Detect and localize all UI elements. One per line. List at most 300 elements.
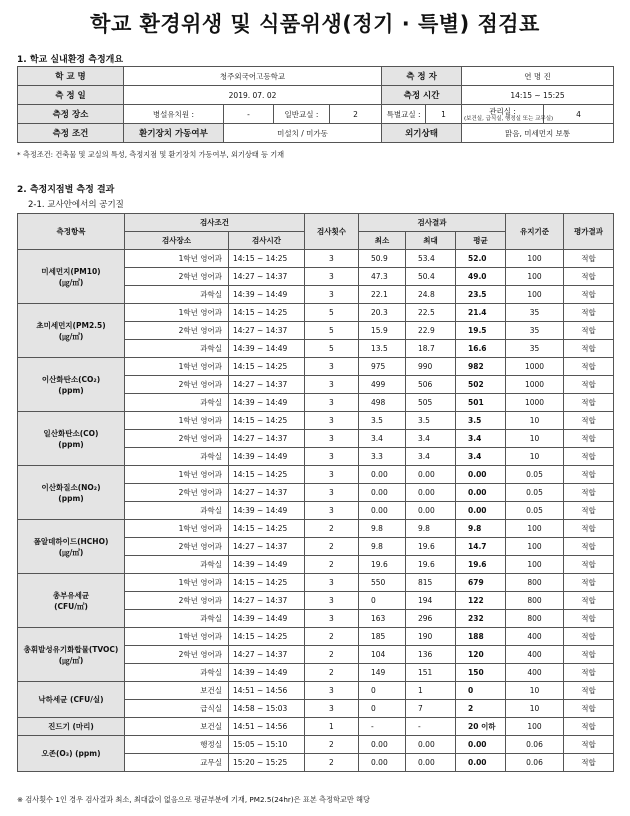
inspection-time-cell: 14:27 ~ 14:37 xyxy=(229,646,305,664)
section1-heading: 1. 학교 실내환경 측정개요 xyxy=(17,55,124,65)
result-avg-cell: 0.00 xyxy=(456,736,506,754)
inspection-count-cell: 3 xyxy=(305,394,359,412)
measure-item-cell xyxy=(18,250,125,304)
evaluation-cell: 적합 xyxy=(564,718,614,736)
result-max-cell: 18.7 xyxy=(406,340,456,358)
inspection-count-cell: 3 xyxy=(305,610,359,628)
standard-cell: 400 xyxy=(506,646,564,664)
measure-item-cell xyxy=(18,628,125,682)
result-min-cell: 47.3 xyxy=(359,268,406,286)
result-avg-cell: 14.7 xyxy=(456,538,506,556)
result-avg-cell: 679 xyxy=(456,574,506,592)
result-min-cell: 9.8 xyxy=(359,538,406,556)
measure-item-name: 이산화질소(NO₂) xyxy=(41,482,101,492)
inspection-time-cell: 15:20 ~ 15:25 xyxy=(229,754,305,772)
result-max-cell: 9.8 xyxy=(406,520,456,538)
measure-item-cell xyxy=(18,520,125,574)
measure-item-name: 미세먼지(PM10) xyxy=(41,266,101,276)
standard-cell: 100 xyxy=(506,268,564,286)
inspection-place-cell: 과학실 xyxy=(125,340,229,358)
table-row xyxy=(18,520,614,538)
standard-cell: 400 xyxy=(506,628,564,646)
inspection-place-cell: 2학년 영어과 xyxy=(125,376,229,394)
inspection-time-cell: 14:39 ~ 14:49 xyxy=(229,502,305,520)
standard-cell: 400 xyxy=(506,664,564,682)
inspection-place-cell: 과학실 xyxy=(125,610,229,628)
result-min-cell: 0.00 xyxy=(359,754,406,772)
standard-cell: 10 xyxy=(506,448,564,466)
result-min-cell: 15.9 xyxy=(359,322,406,340)
inspection-time-cell: 14:27 ~ 14:37 xyxy=(229,538,305,556)
header-min: 최소 xyxy=(359,232,406,250)
evaluation-cell: 적합 xyxy=(564,628,614,646)
standard-cell: 35 xyxy=(506,340,564,358)
inspection-place-cell: 과학실 xyxy=(125,664,229,682)
evaluation-cell: 적합 xyxy=(564,304,614,322)
inspection-place-cell: 1학년 영어과 xyxy=(125,412,229,430)
result-max-cell: 194 xyxy=(406,592,456,610)
inspection-count-cell: 5 xyxy=(305,340,359,358)
kinder-label: 병설유치원 : xyxy=(124,105,224,124)
table-row xyxy=(18,358,614,376)
result-max-cell: 0.00 xyxy=(406,484,456,502)
inspection-place-cell: 1학년 영어과 xyxy=(125,304,229,322)
inspection-place-cell: 과학실 xyxy=(125,556,229,574)
special-label: 특별교실 : xyxy=(382,105,426,124)
mgmt-value: 4 xyxy=(544,105,614,124)
standard-cell: 100 xyxy=(506,520,564,538)
header-eval: 평가결과 xyxy=(564,214,614,250)
standard-cell: 0.05 xyxy=(506,484,564,502)
mgmt-label-cell xyxy=(462,105,554,124)
result-avg-cell: 150 xyxy=(456,664,506,682)
inspection-place-cell: 1학년 영어과 xyxy=(125,358,229,376)
table-row xyxy=(18,736,614,754)
result-max-cell: 506 xyxy=(406,376,456,394)
result-avg-cell: 16.6 xyxy=(456,340,506,358)
measure-item-cell xyxy=(18,412,125,466)
measure-item-name: 일산화탄소(CO) xyxy=(43,428,99,438)
air-quality-body xyxy=(18,250,614,772)
result-min-cell: - xyxy=(359,718,406,736)
standard-cell: 100 xyxy=(506,286,564,304)
school-value: 청주외국어고등학교 xyxy=(124,67,382,86)
inspection-time-cell: 14:39 ~ 14:49 xyxy=(229,286,305,304)
result-avg-cell: 982 xyxy=(456,358,506,376)
section2-heading: 2. 측정지점별 측정 결과 xyxy=(17,185,115,195)
table-row xyxy=(18,718,614,736)
evaluation-cell: 적합 xyxy=(564,610,614,628)
inspection-count-cell: 3 xyxy=(305,466,359,484)
result-min-cell: 499 xyxy=(359,376,406,394)
result-max-cell: 815 xyxy=(406,574,456,592)
section2-subheading: 2-1. 교사안에서의 공기질 xyxy=(28,200,124,210)
evaluation-cell: 적합 xyxy=(564,466,614,484)
result-max-cell: 24.8 xyxy=(406,286,456,304)
inspection-place-cell: 1학년 영어과 xyxy=(125,574,229,592)
table-row xyxy=(18,682,614,700)
inspection-time-cell: 14:39 ~ 14:49 xyxy=(229,610,305,628)
standard-cell: 10 xyxy=(506,682,564,700)
result-max-cell: 505 xyxy=(406,394,456,412)
inspection-count-cell: 3 xyxy=(305,484,359,502)
result-avg-cell: 20 이하 xyxy=(456,718,506,736)
result-max-cell: 151 xyxy=(406,664,456,682)
evaluation-cell: 적합 xyxy=(564,538,614,556)
evaluation-cell: 적합 xyxy=(564,268,614,286)
inspection-count-cell: 2 xyxy=(305,646,359,664)
inspection-time-cell: 14:15 ~ 14:25 xyxy=(229,628,305,646)
inspection-place-cell: 2학년 영어과 xyxy=(125,592,229,610)
general-value: 2 xyxy=(330,105,382,124)
result-max-cell: 19.6 xyxy=(406,538,456,556)
result-avg-cell: 19.6 xyxy=(456,556,506,574)
inspection-count-cell: 3 xyxy=(305,250,359,268)
measurer-value: 연 명 진 xyxy=(462,67,614,86)
weather-label: 외기상태 xyxy=(382,124,462,143)
standard-cell: 10 xyxy=(506,430,564,448)
table-row xyxy=(18,466,614,484)
evaluation-cell: 적합 xyxy=(564,430,614,448)
result-max-cell: 190 xyxy=(406,628,456,646)
inspection-time-cell: 14:15 ~ 14:25 xyxy=(229,304,305,322)
result-avg-cell: 232 xyxy=(456,610,506,628)
result-max-cell: 0.00 xyxy=(406,736,456,754)
date-label: 측 정 일 xyxy=(18,86,124,105)
result-min-cell: 22.1 xyxy=(359,286,406,304)
measure-item-name: 낙하세균 (CFU/실) xyxy=(38,695,104,704)
time-label: 측정 시간 xyxy=(382,86,462,105)
standard-cell: 0.05 xyxy=(506,502,564,520)
inspection-place-cell: 행정실 xyxy=(125,736,229,754)
result-avg-cell: 0.00 xyxy=(456,754,506,772)
inspection-place-cell: 교무실 xyxy=(125,754,229,772)
result-min-cell: 50.9 xyxy=(359,250,406,268)
footnote: ※ 검사횟수 1인 경우 검사결과 최소, 최대값이 없음으로 평균부분에 기재, PM2.5(24hr)은 표본 측정학교만 해당 xyxy=(17,795,370,804)
result-min-cell: 9.8 xyxy=(359,520,406,538)
standard-cell: 100 xyxy=(506,250,564,268)
result-min-cell: 0 xyxy=(359,700,406,718)
result-avg-cell: 0.00 xyxy=(456,484,506,502)
inspection-time-cell: 14:15 ~ 14:25 xyxy=(229,358,305,376)
standard-cell: 1000 xyxy=(506,376,564,394)
result-min-cell: 0.00 xyxy=(359,736,406,754)
standard-cell: 0.06 xyxy=(506,754,564,772)
result-avg-cell: 501 xyxy=(456,394,506,412)
measure-item-name: 초미세먼지(PM2.5) xyxy=(36,320,106,330)
result-max-cell: 296 xyxy=(406,610,456,628)
measure-item-cell xyxy=(18,682,125,718)
result-avg-cell: 502 xyxy=(456,376,506,394)
inspection-count-cell: 3 xyxy=(305,286,359,304)
result-max-cell: 22.9 xyxy=(406,322,456,340)
result-min-cell: 0.00 xyxy=(359,484,406,502)
table-row xyxy=(18,628,614,646)
evaluation-cell: 적합 xyxy=(564,682,614,700)
result-avg-cell: 2 xyxy=(456,700,506,718)
result-max-cell: 3.4 xyxy=(406,430,456,448)
result-max-cell: 7 xyxy=(406,700,456,718)
inspection-place-cell: 1학년 영어과 xyxy=(125,250,229,268)
result-max-cell: 136 xyxy=(406,646,456,664)
inspection-place-cell: 1학년 영어과 xyxy=(125,520,229,538)
standard-cell: 35 xyxy=(506,322,564,340)
page-title: 학교 환경위생 및 식품위생(정기 · 특별) 점검표 xyxy=(90,12,540,36)
measurer-label: 측 정 자 xyxy=(382,67,462,86)
measure-item-unit: (㎍/㎥) xyxy=(58,655,84,665)
inspection-place-cell: 2학년 영어과 xyxy=(125,268,229,286)
inspection-count-cell: 2 xyxy=(305,556,359,574)
inspection-count-cell: 3 xyxy=(305,574,359,592)
evaluation-cell: 적합 xyxy=(564,754,614,772)
inspection-count-cell: 2 xyxy=(305,628,359,646)
result-avg-cell: 21.4 xyxy=(456,304,506,322)
result-max-cell: 22.5 xyxy=(406,304,456,322)
table-row xyxy=(18,304,614,322)
result-max-cell: 3.5 xyxy=(406,412,456,430)
school-label: 학 교 명 xyxy=(18,67,124,86)
evaluation-cell: 적합 xyxy=(564,502,614,520)
inspection-time-cell: 14:27 ~ 14:37 xyxy=(229,592,305,610)
inspection-time-cell: 14:39 ~ 14:49 xyxy=(229,556,305,574)
inspection-place-cell: 1학년 영어과 xyxy=(125,466,229,484)
inspection-place-cell: 과학실 xyxy=(125,286,229,304)
measure-item-unit: (ppm) xyxy=(58,439,84,449)
evaluation-cell: 적합 xyxy=(564,322,614,340)
evaluation-cell: 적합 xyxy=(564,736,614,754)
header-std: 유지기준 xyxy=(506,214,564,250)
result-avg-cell: 23.5 xyxy=(456,286,506,304)
result-avg-cell: 52.0 xyxy=(456,250,506,268)
measure-item-cell xyxy=(18,718,125,736)
overview-table xyxy=(17,66,614,143)
vent-value: 미설치 / 미가동 xyxy=(224,124,382,143)
result-avg-cell: 49.0 xyxy=(456,268,506,286)
evaluation-cell: 적합 xyxy=(564,412,614,430)
result-avg-cell: 19.5 xyxy=(456,322,506,340)
inspection-place-cell: 보건실 xyxy=(125,718,229,736)
inspection-place-cell: 2학년 영어과 xyxy=(125,484,229,502)
inspection-count-cell: 2 xyxy=(305,520,359,538)
vent-label: 환기장치 가동여부 xyxy=(124,124,224,143)
standard-cell: 1000 xyxy=(506,394,564,412)
result-min-cell: 975 xyxy=(359,358,406,376)
result-max-cell: 0.00 xyxy=(406,466,456,484)
inspection-place-cell: 과학실 xyxy=(125,502,229,520)
inspection-time-cell: 14:51 ~ 14:56 xyxy=(229,682,305,700)
standard-cell: 800 xyxy=(506,574,564,592)
evaluation-cell: 적합 xyxy=(564,286,614,304)
special-value: 1 xyxy=(426,105,462,124)
table-row xyxy=(18,412,614,430)
inspection-time-cell: 14:39 ~ 14:49 xyxy=(229,340,305,358)
mgmt-label: 관리실 : xyxy=(489,106,516,116)
header-count: 검사횟수 xyxy=(305,214,359,250)
measure-item-unit: (㎍/㎥) xyxy=(58,331,84,341)
measure-item-cell xyxy=(18,358,125,412)
result-avg-cell: 3.4 xyxy=(456,448,506,466)
inspection-time-cell: 14:27 ~ 14:37 xyxy=(229,484,305,502)
result-max-cell: 1 xyxy=(406,682,456,700)
header-item: 측정항목 xyxy=(18,214,125,250)
header-place: 검사장소 xyxy=(125,232,229,250)
inspection-time-cell: 14:15 ~ 14:25 xyxy=(229,250,305,268)
evaluation-cell: 적합 xyxy=(564,448,614,466)
inspection-time-cell: 14:15 ~ 14:25 xyxy=(229,466,305,484)
header-result: 검사결과 xyxy=(359,214,506,232)
result-avg-cell: 122 xyxy=(456,592,506,610)
standard-cell: 1000 xyxy=(506,358,564,376)
measure-item-cell xyxy=(18,736,125,772)
inspection-place-cell: 2학년 영어과 xyxy=(125,646,229,664)
inspection-count-cell: 3 xyxy=(305,682,359,700)
measure-item-unit: (㎍/㎥) xyxy=(58,547,84,557)
inspection-time-cell: 14:51 ~ 14:56 xyxy=(229,718,305,736)
inspection-count-cell: 3 xyxy=(305,376,359,394)
result-max-cell: 3.4 xyxy=(406,448,456,466)
result-min-cell: 20.3 xyxy=(359,304,406,322)
evaluation-cell: 적합 xyxy=(564,592,614,610)
header-cond: 검사조건 xyxy=(125,214,305,232)
measure-item-name: 총휘발성유기화합물(TVOC) xyxy=(23,644,119,654)
evaluation-cell: 적합 xyxy=(564,484,614,502)
result-max-cell: 53.4 xyxy=(406,250,456,268)
result-avg-cell: 0 xyxy=(456,682,506,700)
result-min-cell: 13.5 xyxy=(359,340,406,358)
result-max-cell: 0.00 xyxy=(406,754,456,772)
air-quality-table xyxy=(17,213,614,772)
result-avg-cell: 3.5 xyxy=(456,412,506,430)
evaluation-cell: 적합 xyxy=(564,700,614,718)
date-value: 2019. 07. 02 xyxy=(124,86,382,105)
result-min-cell: 0.00 xyxy=(359,466,406,484)
inspection-count-cell: 3 xyxy=(305,592,359,610)
weather-value: 맑음, 미세먼지 보통 xyxy=(462,124,614,143)
standard-cell: 100 xyxy=(506,718,564,736)
header-max: 최대 xyxy=(406,232,456,250)
result-max-cell: - xyxy=(406,718,456,736)
inspection-time-cell: 14:27 ~ 14:37 xyxy=(229,268,305,286)
header-avg: 평균 xyxy=(456,232,506,250)
evaluation-cell: 적합 xyxy=(564,340,614,358)
result-min-cell: 104 xyxy=(359,646,406,664)
result-min-cell: 3.3 xyxy=(359,448,406,466)
result-avg-cell: 120 xyxy=(456,646,506,664)
standard-cell: 10 xyxy=(506,412,564,430)
result-max-cell: 50.4 xyxy=(406,268,456,286)
measure-item-name: 진드기 (마리) xyxy=(48,722,94,731)
inspection-time-cell: 14:27 ~ 14:37 xyxy=(229,430,305,448)
inspection-time-cell: 14:15 ~ 14:25 xyxy=(229,412,305,430)
evaluation-cell: 적합 xyxy=(564,556,614,574)
result-max-cell: 990 xyxy=(406,358,456,376)
inspection-count-cell: 3 xyxy=(305,412,359,430)
result-avg-cell: 9.8 xyxy=(456,520,506,538)
inspection-count-cell: 2 xyxy=(305,736,359,754)
table-row xyxy=(18,574,614,592)
evaluation-cell: 적합 xyxy=(564,574,614,592)
result-min-cell: 550 xyxy=(359,574,406,592)
inspection-time-cell: 14:39 ~ 14:49 xyxy=(229,448,305,466)
result-min-cell: 163 xyxy=(359,610,406,628)
measure-item-unit: (㎍/㎥) xyxy=(58,277,84,287)
standard-cell: 0.06 xyxy=(506,736,564,754)
measure-item-unit: (ppm) xyxy=(58,493,84,503)
inspection-place-cell: 과학실 xyxy=(125,394,229,412)
inspection-count-cell: 3 xyxy=(305,448,359,466)
header-time: 검사시간 xyxy=(229,232,305,250)
measure-item-unit: (ppm) xyxy=(58,385,84,395)
inspection-place-cell: 2학년 영어과 xyxy=(125,430,229,448)
result-avg-cell: 0.00 xyxy=(456,466,506,484)
inspection-count-cell: 3 xyxy=(305,700,359,718)
result-min-cell: 185 xyxy=(359,628,406,646)
standard-cell: 100 xyxy=(506,538,564,556)
inspection-time-cell: 14:27 ~ 14:37 xyxy=(229,322,305,340)
inspection-count-cell: 5 xyxy=(305,322,359,340)
inspection-count-cell: 5 xyxy=(305,304,359,322)
standard-cell: 10 xyxy=(506,700,564,718)
result-min-cell: 149 xyxy=(359,664,406,682)
mgmt-sub: (보건실, 급식실, 행정실 또는 교무실) xyxy=(464,115,554,122)
evaluation-cell: 적합 xyxy=(564,520,614,538)
evaluation-cell: 적합 xyxy=(564,394,614,412)
result-min-cell: 0 xyxy=(359,592,406,610)
inspection-count-cell: 3 xyxy=(305,502,359,520)
inspection-place-cell: 2학년 영어과 xyxy=(125,322,229,340)
inspection-count-cell: 1 xyxy=(305,718,359,736)
evaluation-cell: 적합 xyxy=(564,250,614,268)
measure-item-unit: (CFU/㎥) xyxy=(54,601,88,611)
measure-item-name: 총부유세균 xyxy=(52,590,90,600)
result-min-cell: 3.4 xyxy=(359,430,406,448)
inspection-time-cell: 14:27 ~ 14:37 xyxy=(229,376,305,394)
place-label: 측정 장소 xyxy=(18,105,124,124)
inspection-count-cell: 2 xyxy=(305,538,359,556)
inspection-place-cell: 1학년 영어과 xyxy=(125,628,229,646)
standard-cell: 800 xyxy=(506,592,564,610)
standard-cell: 800 xyxy=(506,610,564,628)
cond-label: 측정 조건 xyxy=(18,124,124,143)
result-avg-cell: 3.4 xyxy=(456,430,506,448)
inspection-time-cell: 14:15 ~ 14:25 xyxy=(229,520,305,538)
measure-item-name: 오존(O₃) (ppm) xyxy=(41,749,101,758)
section1-note: * 측정조건: 건축물 및 교실의 특성, 측정지점 및 환기장치 가동여부, 외기상태 등 기재 xyxy=(17,150,285,159)
inspection-place-cell: 급식실 xyxy=(125,700,229,718)
result-min-cell: 19.6 xyxy=(359,556,406,574)
inspection-time-cell: 14:15 ~ 14:25 xyxy=(229,574,305,592)
standard-cell: 35 xyxy=(506,304,564,322)
inspection-count-cell: 2 xyxy=(305,754,359,772)
evaluation-cell: 적합 xyxy=(564,664,614,682)
time-value: 14:15 ~ 15:25 xyxy=(462,86,614,105)
result-min-cell: 498 xyxy=(359,394,406,412)
measure-item-name: 폼알데하이드(HCHO) xyxy=(33,536,109,546)
inspection-place-cell: 보건실 xyxy=(125,682,229,700)
measure-item-cell xyxy=(18,574,125,628)
inspection-place-cell: 2학년 영어과 xyxy=(125,538,229,556)
evaluation-cell: 적합 xyxy=(564,376,614,394)
evaluation-cell: 적합 xyxy=(564,646,614,664)
inspection-time-cell: 14:39 ~ 14:49 xyxy=(229,394,305,412)
result-min-cell: 0 xyxy=(359,682,406,700)
standard-cell: 100 xyxy=(506,556,564,574)
result-max-cell: 0.00 xyxy=(406,502,456,520)
kinder-value: - xyxy=(224,105,274,124)
evaluation-cell: 적합 xyxy=(564,358,614,376)
result-avg-cell: 0.00 xyxy=(456,502,506,520)
inspection-count-cell: 3 xyxy=(305,430,359,448)
